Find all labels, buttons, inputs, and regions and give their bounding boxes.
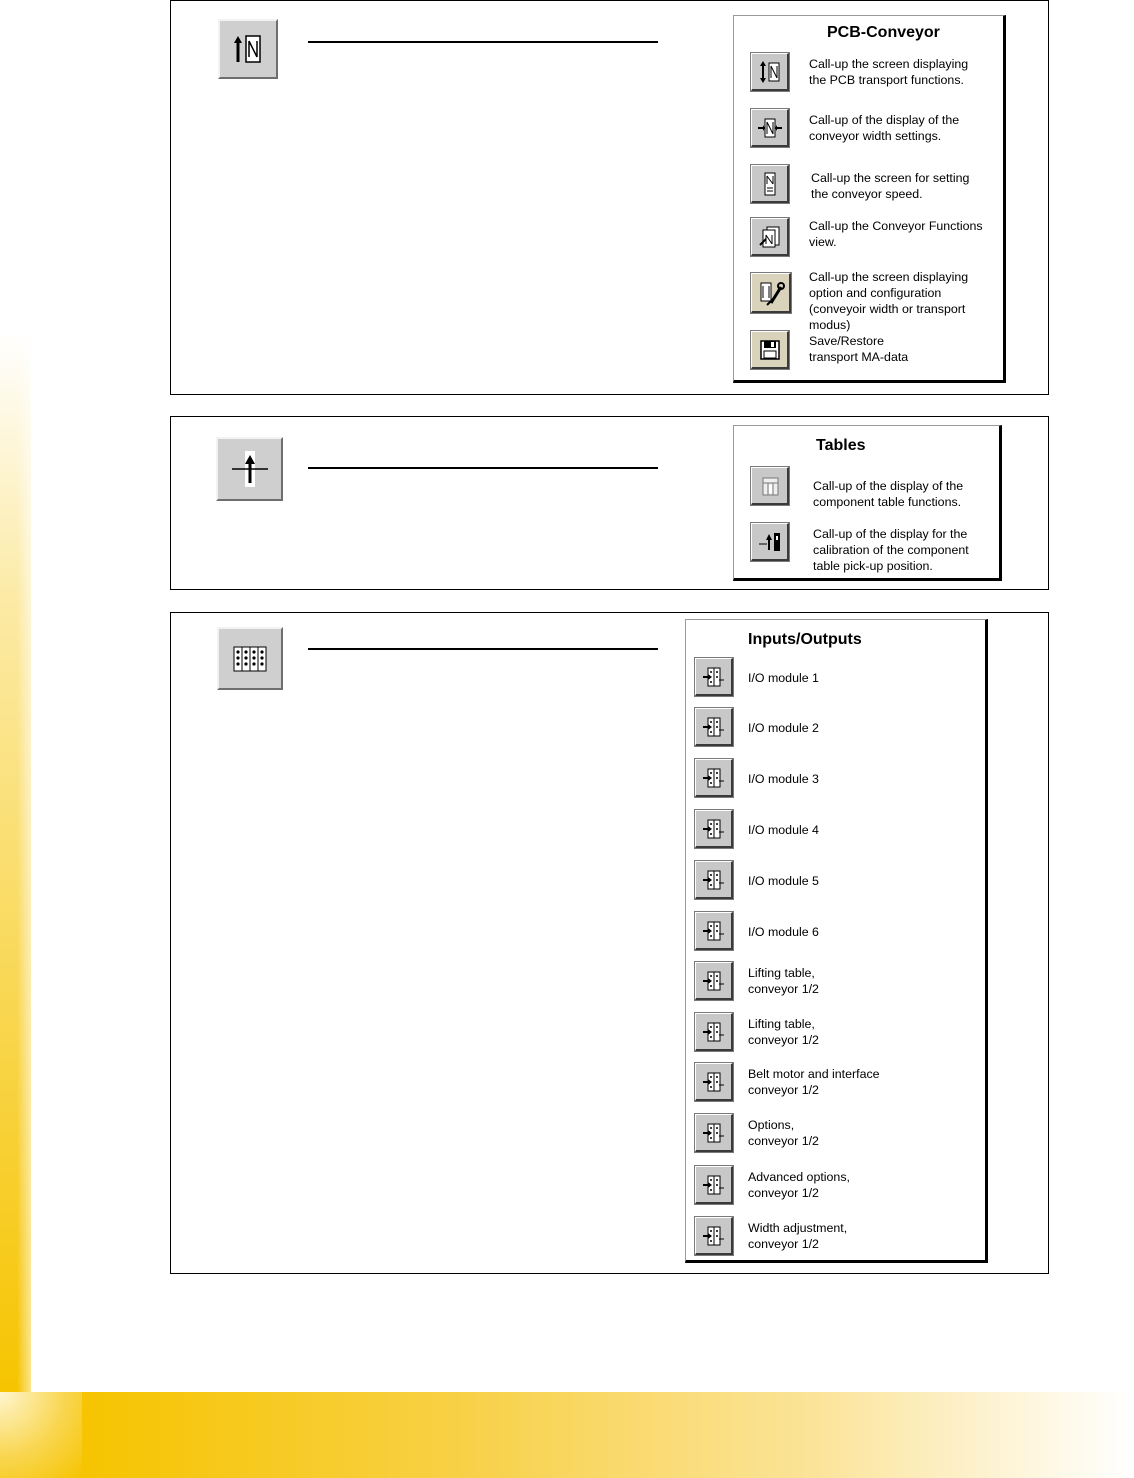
section-rule [308, 467, 658, 469]
io-item-label: Lifting table, conveyor 1/2 [748, 1017, 819, 1047]
lifting-table-icon [702, 1020, 726, 1044]
io-item-button[interactable] [695, 1063, 733, 1101]
io-module-1-icon [702, 665, 726, 689]
io-item-button[interactable] [695, 1114, 733, 1152]
io-list-item [686, 1114, 985, 1158]
conveyor-width-icon [757, 116, 783, 140]
component-table-icon [759, 475, 781, 497]
tables-panel [170, 416, 1049, 590]
io-list-item [686, 658, 985, 702]
io-item-label: I/O module 2 [748, 721, 819, 735]
io-module-5-icon [702, 868, 726, 892]
legend-row [734, 330, 1003, 372]
io-item-label: Lifting table, conveyor 1/2 [748, 966, 819, 996]
options-icon [702, 1121, 726, 1145]
legend-text: Call-up of the display for the calibration of the component table pick-up position. [813, 527, 969, 573]
inputs-outputs-button[interactable] [217, 627, 283, 690]
io-list-item [686, 1013, 985, 1057]
legend-row [734, 466, 999, 508]
width-adjustment-icon [702, 1224, 726, 1248]
tables-legend [733, 425, 1002, 581]
legend-row [734, 268, 1003, 334]
table-calibration-icon [757, 530, 783, 554]
pcb-transport-icon [759, 60, 781, 84]
io-item-label: Advanced options, conveyor 1/2 [748, 1170, 850, 1200]
pcb-transport-icon [233, 32, 263, 66]
advanced-options-icon [702, 1173, 726, 1197]
io-module-3-icon [702, 766, 726, 790]
io-item-button[interactable] [695, 810, 733, 848]
io-item-label: I/O module 6 [748, 925, 819, 939]
pcb-conveyor-panel [170, 0, 1049, 395]
io-item-button[interactable] [695, 759, 733, 797]
io-module-4-icon [702, 817, 726, 841]
component-table-position-icon [228, 447, 272, 491]
component-table-button[interactable] [751, 467, 789, 505]
table-calibration-button[interactable] [751, 523, 789, 561]
lifting-table-icon [702, 969, 726, 993]
io-item-label: I/O module 3 [748, 772, 819, 786]
bottom-left-corner [0, 1392, 82, 1478]
io-item-button[interactable] [695, 962, 733, 1000]
legend-row [734, 216, 1003, 258]
legend-title: PCB-Conveyor [827, 24, 940, 41]
legend-row [734, 52, 1003, 94]
tables-button[interactable] [216, 437, 283, 501]
io-item-button[interactable] [695, 1013, 733, 1051]
section-rule [308, 648, 658, 650]
io-module-2-icon [702, 715, 726, 739]
io-item-button[interactable] [695, 861, 733, 899]
legend-title: Inputs/Outputs [748, 631, 862, 648]
legend-text: Call-up the screen displaying the PCB transport functions. [809, 57, 969, 87]
io-list-item [686, 708, 985, 752]
io-list-item [686, 1217, 985, 1261]
io-list-item [686, 1063, 985, 1107]
io-item-button[interactable] [695, 658, 733, 696]
io-list-item [686, 759, 985, 803]
io-item-button[interactable] [695, 1166, 733, 1204]
left-strip-fade [0, 330, 31, 1392]
io-list-item [686, 1166, 985, 1210]
legend-text: Call-up of the display of the component table functions. [813, 479, 964, 509]
option-configuration-button[interactable] [751, 273, 791, 313]
legend-text: Call-up the screen displaying option and configuration (conveyoir width or transport modus) [809, 270, 969, 332]
io-item-label: I/O module 4 [748, 823, 819, 837]
pcb-transport-button[interactable] [751, 53, 789, 91]
conveyor-functions-icon [758, 225, 782, 249]
io-list-item [686, 962, 985, 1006]
io-item-button[interactable] [695, 1217, 733, 1255]
io-module-6-icon [702, 919, 726, 943]
legend-title: Tables [816, 437, 866, 454]
section-rule [308, 41, 658, 43]
conveyor-functions-button[interactable] [751, 218, 789, 256]
inputs-outputs-legend [685, 619, 988, 1263]
legend-row [734, 108, 1003, 150]
legend-text: Call-up of the display of the conveyor width settings. [809, 113, 960, 143]
pcb-conveyor-legend [733, 15, 1006, 383]
conveyor-width-button[interactable] [751, 109, 789, 147]
io-item-label: Options, conveyor 1/2 [748, 1118, 819, 1148]
legend-row [734, 164, 1003, 206]
legend-row [734, 520, 999, 573]
io-list-item [686, 861, 985, 905]
io-item-label: Width adjustment, conveyor 1/2 [748, 1221, 848, 1251]
legend-text: Save/Restore transport MA-data [809, 334, 909, 364]
io-list-item [686, 912, 985, 956]
pcb-conveyor-button[interactable] [218, 19, 278, 79]
io-overview-icon [232, 644, 268, 674]
belt-motor-icon [702, 1070, 726, 1094]
io-item-button[interactable] [695, 708, 733, 746]
legend-text: Call-up the screen for setting the conveyor speed. [811, 171, 970, 201]
conveyor-speed-icon [759, 171, 781, 197]
conveyor-speed-button[interactable] [751, 165, 789, 203]
legend-text: Call-up the Conveyor Functions view. [809, 219, 983, 249]
inputs-outputs-panel [170, 612, 1049, 1274]
io-item-label: I/O module 5 [748, 874, 819, 888]
option-configuration-icon [757, 279, 785, 307]
io-item-label: I/O module 1 [748, 671, 819, 685]
bottom-yellow-band [82, 1392, 1134, 1478]
io-list-item [686, 810, 985, 854]
io-item-button[interactable] [695, 912, 733, 950]
save-restore-button[interactable] [751, 331, 789, 369]
io-item-label: Belt motor and interface conveyor 1/2 [748, 1067, 880, 1097]
floppy-disk-icon [759, 339, 781, 361]
